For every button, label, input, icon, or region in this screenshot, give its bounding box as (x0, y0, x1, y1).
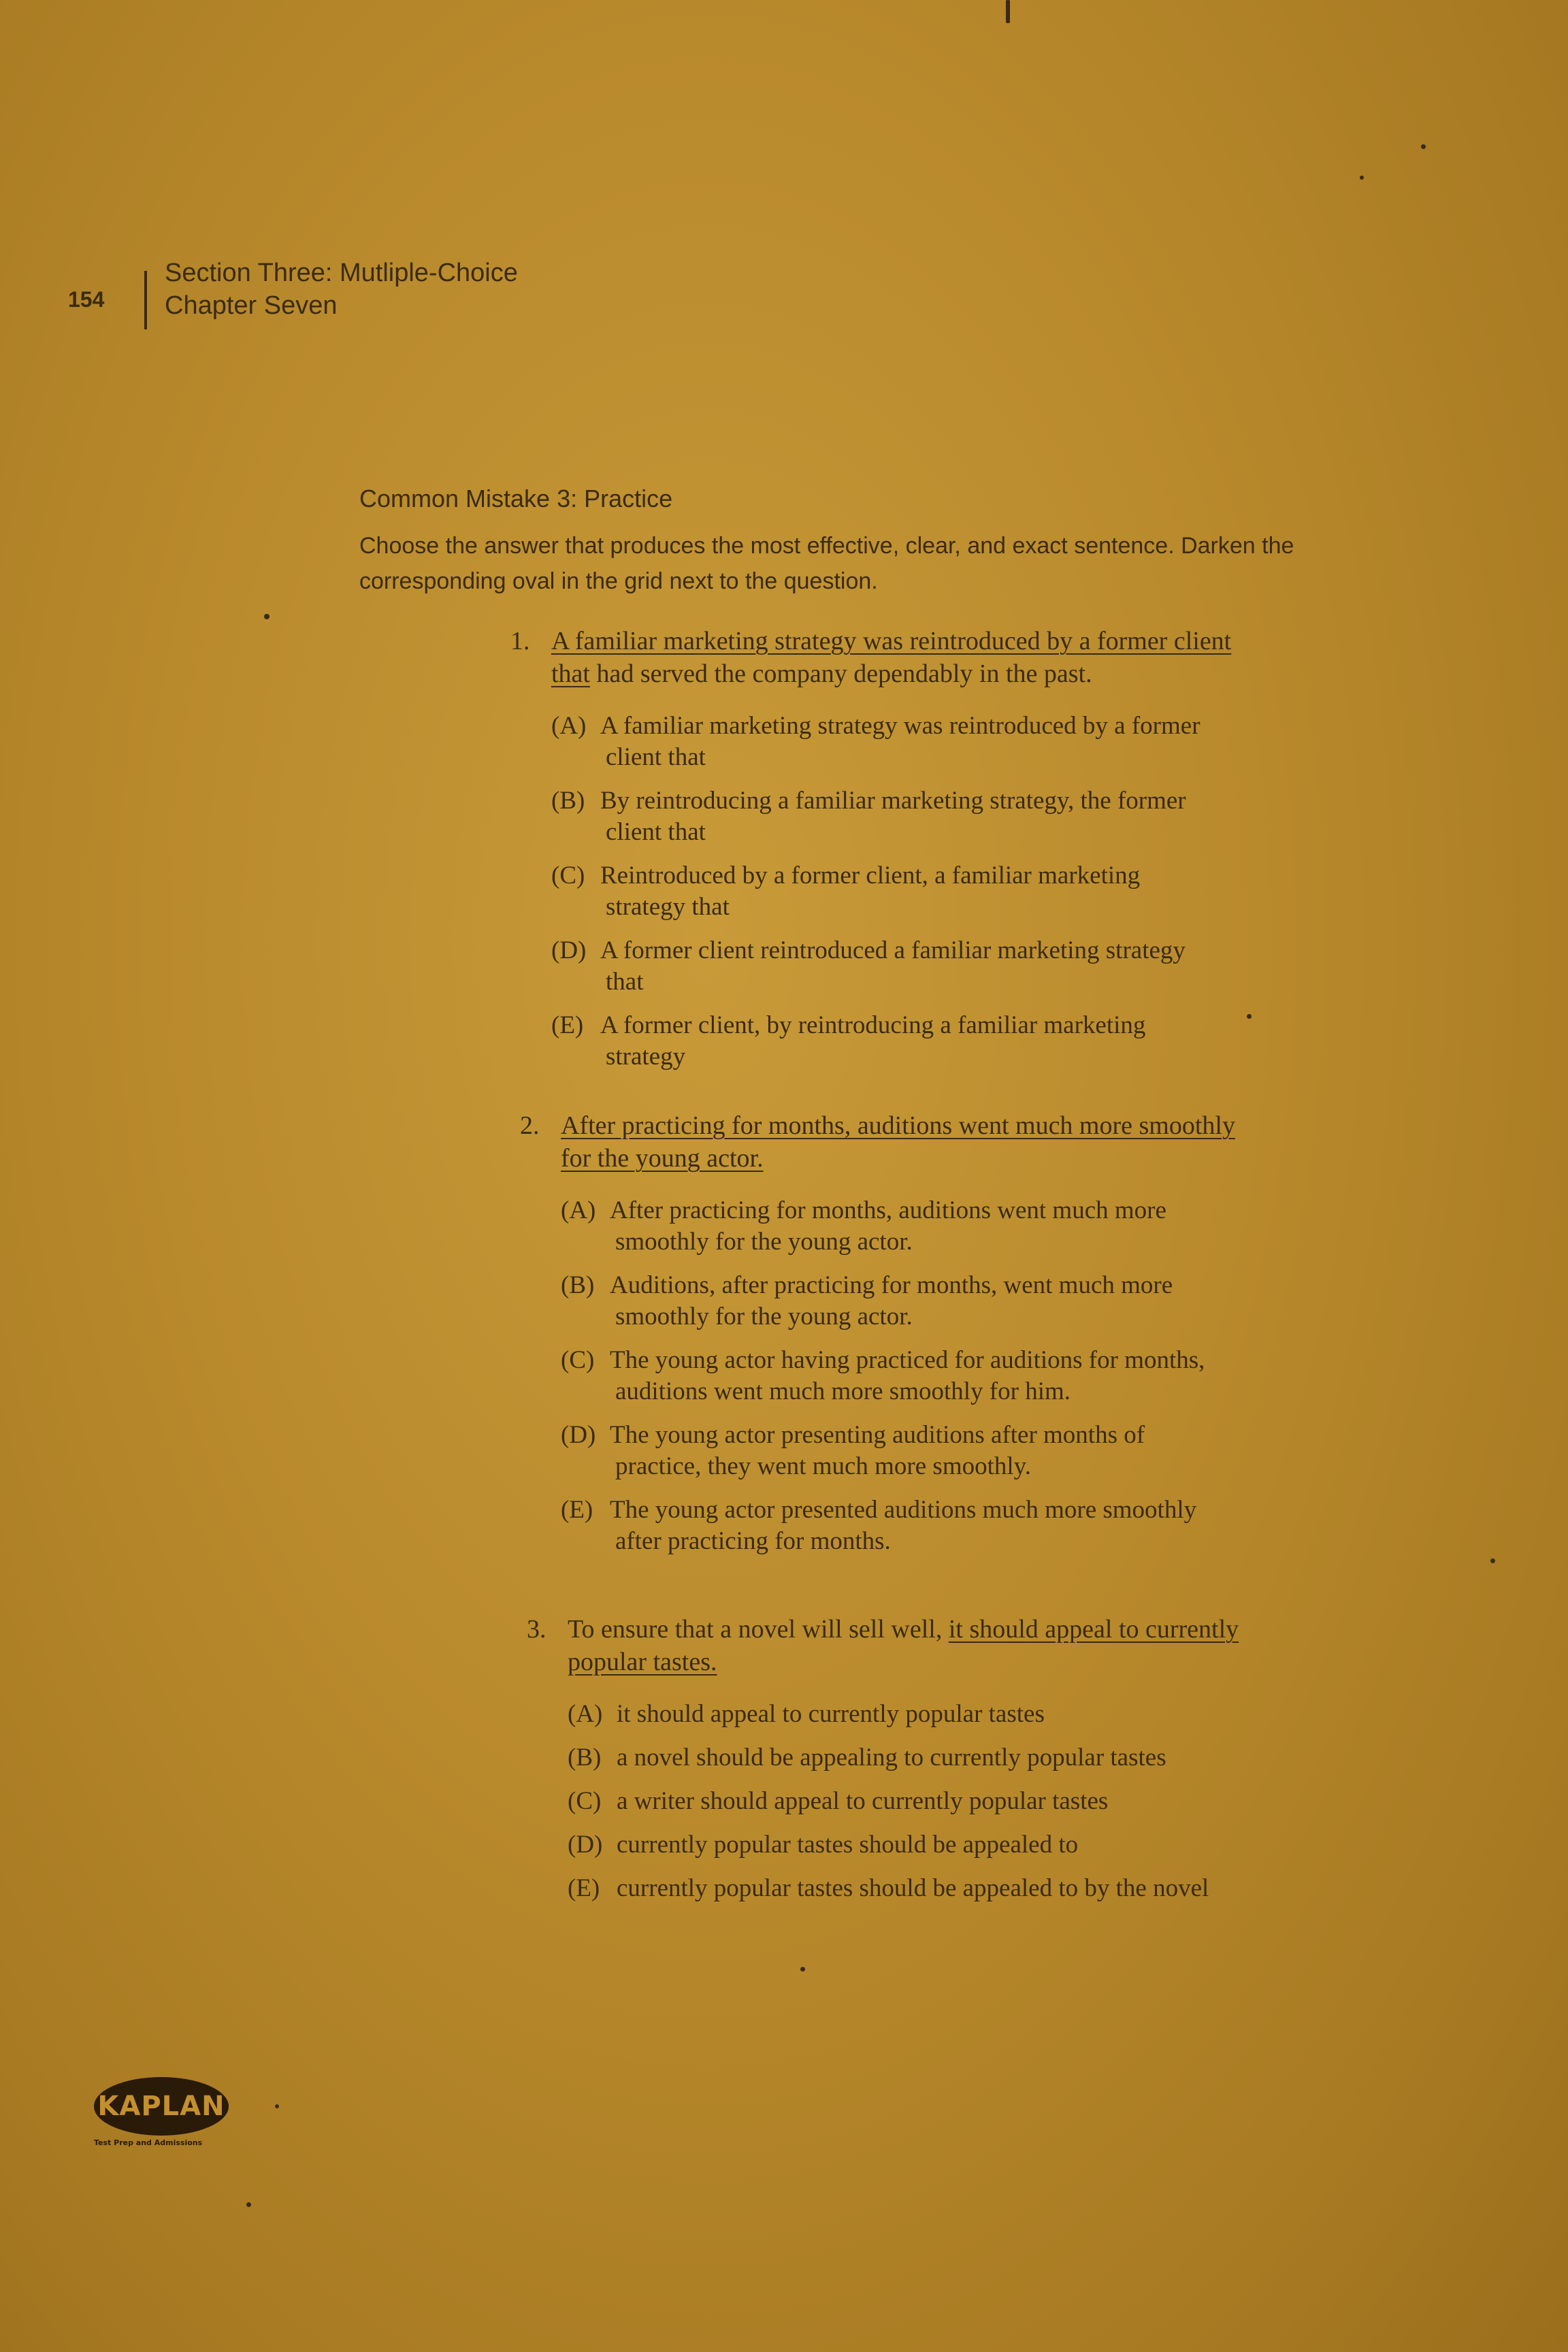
option-text: Reintroduced by a former client, a familiar marketing strategy that (600, 862, 1141, 921)
option-letter: (E) (561, 1496, 593, 1524)
instructions-text: Choose the answer that produces the most effective, clear, and exact sentence. Darken the corresponding oval in the grid next to the question. (359, 533, 1294, 594)
stem-lead: To ensure that a novel will sell well, (568, 1615, 949, 1644)
option-text: a writer should appeal to currently popular tastes (617, 1787, 1109, 1815)
speck (1421, 144, 1426, 149)
speck (1360, 176, 1364, 180)
logo-tagline: Test Prep and Admissions (94, 2138, 203, 2147)
answer-options (527, 1699, 1262, 1904)
speck (1247, 1014, 1252, 1019)
kaplan-logo (94, 2077, 227, 2147)
option-d[interactable] (551, 935, 1245, 998)
answer-options (520, 1195, 1255, 1557)
option-letter: (E) (568, 1874, 600, 1902)
question-1 (510, 625, 1245, 1085)
option-letter: (B) (568, 1744, 602, 1771)
option-text: currently popular tastes should be appealed to by the novel (617, 1874, 1209, 1902)
option-text: The young actor presented auditions much more smoothly after practicing for months. (610, 1496, 1197, 1555)
page-number: 154 (68, 287, 105, 312)
underlined-portion: A familiar marketing strategy was reintroduced by a former client that (551, 627, 1232, 688)
practice-heading: Common Mistake 3: Practice (359, 485, 673, 512)
option-d[interactable] (561, 1420, 1255, 1482)
option-letter: (B) (551, 787, 585, 815)
option-letter: (A) (568, 1700, 603, 1728)
option-text: A familiar marketing strategy was reintroduced by a former client that (600, 712, 1200, 771)
option-b[interactable] (561, 1270, 1255, 1333)
option-b[interactable] (568, 1742, 1262, 1774)
option-text: currently popular tastes should be appealed to (617, 1831, 1079, 1859)
option-text: Auditions, after practicing for months, went much more smoothly for the young actor. (610, 1271, 1173, 1330)
option-text: A former client reintroduced a familiar marketing strategy that (600, 936, 1186, 996)
section-title: Section Three: Mutliple-Choice (165, 259, 518, 287)
answer-options (510, 710, 1245, 1073)
question-stem (510, 625, 1245, 690)
question-3 (527, 1613, 1262, 1916)
option-c[interactable] (568, 1786, 1262, 1817)
option-letter: (E) (551, 1011, 584, 1039)
option-c[interactable] (561, 1345, 1255, 1407)
option-letter: (D) (551, 936, 587, 964)
option-a[interactable] (551, 710, 1245, 773)
option-e[interactable] (568, 1873, 1262, 1904)
option-letter: (A) (551, 712, 587, 740)
logo-wordmark: KAPLAN (97, 2091, 225, 2122)
question-number: 1. (510, 627, 530, 655)
scan-mark (1006, 0, 1010, 23)
question-stem (520, 1109, 1255, 1175)
option-c[interactable] (551, 860, 1245, 923)
question-2 (520, 1109, 1255, 1569)
option-e[interactable] (561, 1494, 1255, 1557)
speck (1490, 1558, 1495, 1563)
chapter-title: Chapter Seven (165, 291, 338, 320)
option-e[interactable] (551, 1010, 1245, 1073)
option-letter: (C) (561, 1346, 595, 1374)
underlined-portion: it should appeal to currently popular tastes. (568, 1615, 1239, 1676)
option-letter: (B) (561, 1271, 595, 1299)
option-text: The young actor having practiced for auditions for months, auditions went much more smoothly for him. (610, 1346, 1205, 1405)
option-a[interactable] (568, 1699, 1262, 1730)
question-number: 2. (520, 1111, 540, 1140)
intro-block (359, 485, 1421, 599)
header-divider (144, 271, 147, 329)
option-b[interactable] (551, 785, 1245, 848)
option-text: By reintroducing a familiar marketing strategy, the former client that (600, 787, 1186, 846)
option-text: it should appeal to currently popular tastes (617, 1700, 1045, 1728)
option-d[interactable] (568, 1829, 1262, 1861)
speck (264, 614, 270, 619)
logo-oval (94, 2077, 229, 2136)
option-letter: (D) (568, 1831, 603, 1859)
speck (800, 1967, 805, 1972)
speck (275, 2104, 279, 2108)
option-letter: (A) (561, 1196, 596, 1224)
question-number: 3. (527, 1615, 546, 1644)
underlined-portion: After practicing for months, auditions went much more smoothly for the young actor. (561, 1111, 1235, 1173)
question-stem (527, 1613, 1262, 1678)
option-text: a novel should be appealing to currently popular tastes (617, 1744, 1166, 1771)
option-letter: (C) (551, 862, 585, 889)
option-text: After practicing for months, auditions went much more smoothly for the young actor. (610, 1196, 1166, 1256)
option-letter: (C) (568, 1787, 602, 1815)
option-a[interactable] (561, 1195, 1255, 1258)
option-text: A former client, by reintroducing a familiar marketing strategy (600, 1011, 1146, 1071)
option-text: The young actor presenting auditions after months of practice, they went much more smoothly. (610, 1421, 1145, 1480)
option-letter: (D) (561, 1421, 596, 1449)
speck (246, 2202, 251, 2207)
stem-remainder: had served the company dependably in the past. (589, 659, 1092, 688)
